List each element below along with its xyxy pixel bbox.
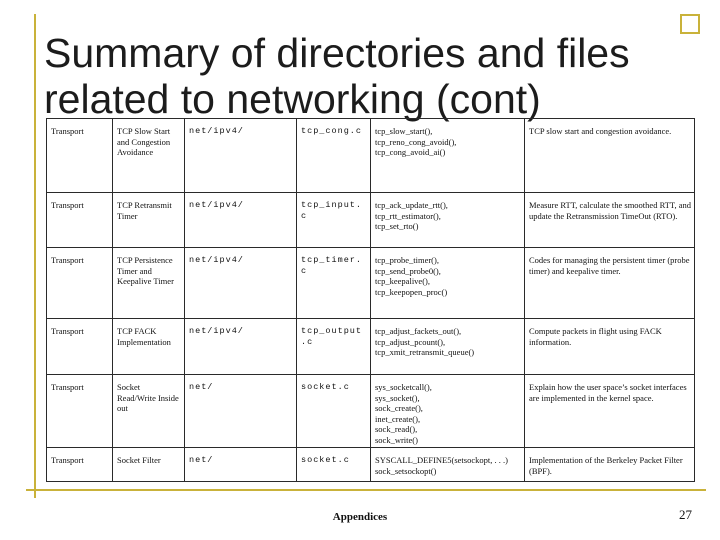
- footer-label: Appendices: [332, 511, 388, 523]
- table-row: [47, 119, 695, 193]
- function-name: tcp_slow_start(),: [375, 126, 433, 136]
- directory-cell: net/ipv4/: [185, 193, 297, 248]
- function-name: sock_setsockopt(): [375, 465, 437, 476]
- page-number: 27: [679, 507, 692, 522]
- table-row: [47, 375, 695, 448]
- function-name: tcp_keepopen_proc(): [375, 286, 448, 297]
- feature-cell: TCP Persistence Timer and Keepalive Timer: [113, 248, 185, 319]
- layer-cell: Transport: [47, 119, 113, 193]
- description-cell: Measure RTT, calculate the smoothed RTT, and update the Retransmission TimeOut (RTO).: [525, 193, 695, 248]
- file-cell: socket.c: [297, 448, 371, 482]
- description-cell: Explain how the user space’s socket interfaces are implemented in the kernel space.: [525, 375, 695, 448]
- layer-cell: Transport: [47, 248, 113, 319]
- functions-cell: [371, 375, 525, 448]
- file-cell: tcp_input.c: [297, 193, 371, 248]
- function-name: tcp_ack_update_rtt(),: [375, 200, 448, 210]
- directory-cell: net/ipv4/: [185, 319, 297, 375]
- file-cell: tcp_cong.c: [297, 119, 371, 193]
- table-row: [47, 448, 695, 482]
- description-cell: TCP slow start and congestion avoidance.: [525, 119, 695, 193]
- feature-cell: TCP Retransmit Timer: [113, 193, 185, 248]
- directory-cell: net/: [185, 448, 297, 482]
- directory-cell: net/: [185, 375, 297, 448]
- function-name: inet_create(),: [375, 413, 421, 424]
- function-name: SYSCALL_DEFINE5(setsockopt, . . .): [375, 455, 508, 465]
- functions-cell: [371, 193, 525, 248]
- file-cell: socket.c: [297, 375, 371, 448]
- directory-summary-table: [46, 118, 695, 482]
- description-cell: Implementation of the Berkeley Packet Filter (BPF).: [525, 448, 695, 482]
- layer-cell: Transport: [47, 448, 113, 482]
- table-row: [47, 248, 695, 319]
- functions-cell: [371, 448, 525, 482]
- function-name: tcp_adjust_pcount(),: [375, 336, 446, 347]
- table-row: [47, 319, 695, 375]
- function-name: tcp_xmit_retransmit_queue(): [375, 347, 475, 357]
- function-name: sock_create(),: [375, 403, 423, 413]
- file-cell: tcp_timer.c: [297, 248, 371, 319]
- function-name: tcp_probe_timer(),: [375, 255, 439, 265]
- directory-cell: net/ipv4/: [185, 248, 297, 319]
- table-body: [47, 119, 695, 482]
- feature-cell: TCP Slow Start and Congestion Avoidance: [113, 119, 185, 193]
- feature-cell: Socket Filter: [113, 448, 185, 482]
- file-cell: tcp_output.c: [297, 319, 371, 375]
- table-row: [47, 193, 695, 248]
- accent-horizontal-line: [26, 489, 706, 491]
- function-name: tcp_reno_cong_avoid(),: [375, 136, 457, 147]
- functions-cell: [371, 248, 525, 319]
- description-cell: Codes for managing the persistent timer (probe timer) and keepalive timer.: [525, 248, 695, 319]
- function-name: sock_read(),: [375, 424, 418, 434]
- function-name: tcp_send_probe0(),: [375, 265, 441, 276]
- functions-cell: [371, 119, 525, 193]
- layer-cell: Transport: [47, 375, 113, 448]
- function-name: sys_socket(),: [375, 392, 420, 403]
- feature-cell: TCP FACK Implementation: [113, 319, 185, 375]
- function-name: tcp_rtt_estimator(),: [375, 210, 441, 221]
- layer-cell: Transport: [47, 193, 113, 248]
- description-cell: Compute packets in flight using FACK information.: [525, 319, 695, 375]
- function-name: sock_write(): [375, 434, 418, 445]
- function-name: tcp_cong_avoid_ai(): [375, 147, 446, 157]
- accent-vertical-line: [34, 14, 36, 498]
- function-name: sys_socketcall(),: [375, 382, 432, 392]
- layer-cell: Transport: [47, 319, 113, 375]
- function-name: tcp_keepalive(),: [375, 276, 430, 286]
- functions-cell: [371, 319, 525, 375]
- feature-cell: Socket Read/Write Inside out: [113, 375, 185, 448]
- function-name: tcp_adjust_fackets_out(),: [375, 326, 462, 336]
- function-name: tcp_set_rto(): [375, 221, 419, 231]
- directory-cell: net/ipv4/: [185, 119, 297, 193]
- slide-title: Summary of directories and files related to networking (cont): [44, 30, 630, 122]
